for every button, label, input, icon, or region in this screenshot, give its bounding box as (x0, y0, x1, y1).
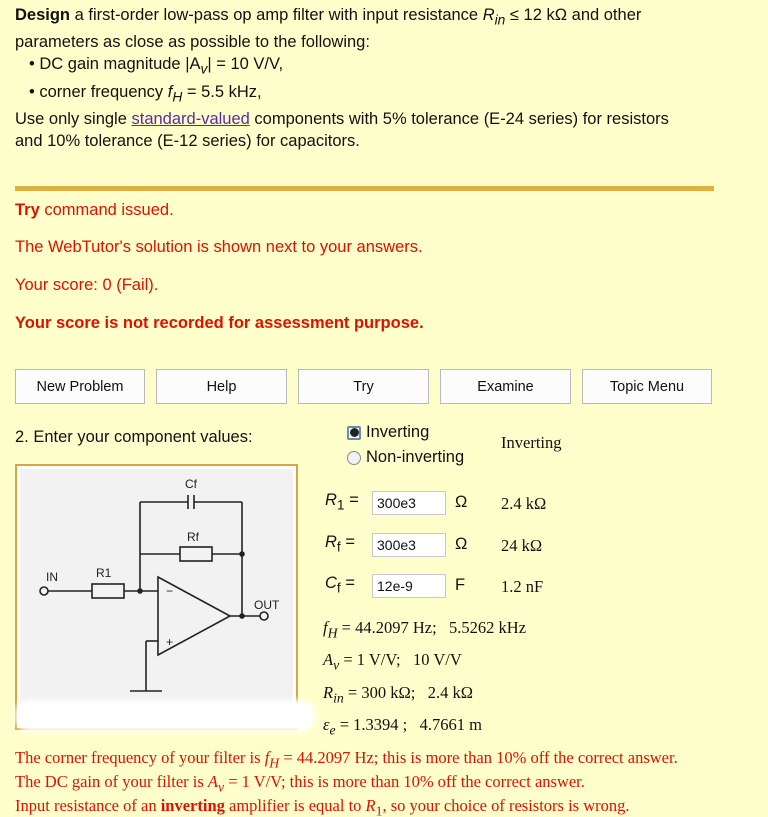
r1-eq: = (344, 491, 359, 509)
circuit-diagram (15, 464, 298, 730)
corner-freq-pre: • corner frequency (29, 82, 168, 101)
spec-dc-gain (15, 53, 755, 80)
fh-correct: 5.5262 kHz (449, 618, 527, 637)
redacted-area (15, 700, 315, 732)
rin-result-symbol: R (323, 683, 334, 702)
av-symbol: A (323, 650, 334, 669)
try-rest: command issued. (39, 201, 174, 219)
cf-input[interactable] (372, 574, 446, 598)
rf-answer: 24 kΩ (501, 536, 543, 555)
err-yours: = 1.3394 ; (335, 715, 408, 734)
radio-inverting-button[interactable] (347, 426, 361, 440)
rf-resistor-icon (180, 547, 212, 561)
cf-field-label (325, 574, 355, 595)
radio-inverting-label: Inverting (366, 423, 430, 441)
fh-yours: = 44.2097 Hz; (337, 618, 437, 637)
rin-result-sub: in (333, 690, 344, 706)
r1-unit: Ω (455, 493, 468, 511)
result-rin (323, 683, 473, 706)
err-symbol: ε (323, 715, 330, 734)
fb2-post: = 1 V/V; this is more than 10% off the correct answer. (224, 772, 585, 791)
dc-gain-pre: • DC gain magnitude |A (29, 55, 201, 74)
cf-sub: f (336, 580, 341, 596)
cf-unit: F (455, 576, 466, 594)
r1-answer: 2.4 kΩ (501, 494, 547, 513)
rf-input[interactable] (372, 533, 446, 557)
fb3-sub: 1 (375, 803, 383, 817)
examine-button[interactable]: Examine (440, 369, 571, 404)
fb2-sub: v (218, 779, 225, 795)
minus-terminal: − (166, 584, 174, 598)
feedback-gain (15, 772, 585, 795)
err-sub: e (329, 722, 336, 738)
rf-sub: f (336, 539, 341, 555)
dc-gain-post: | = 10 V/V, (207, 55, 284, 74)
cf-label: Cf (185, 477, 197, 491)
radio-noninverting-label: Non-inverting (366, 448, 465, 466)
fb3-symbol: R (365, 796, 376, 815)
corner-freq-post: = 5.5 kHz, (182, 82, 262, 101)
solution-type: Inverting (501, 433, 562, 452)
intro-text: a first-order low-pass op amp filter with input resistance (70, 6, 483, 24)
rin-symbol: R (482, 6, 495, 24)
result-error (323, 715, 482, 738)
fb1-symbol: f (264, 748, 270, 767)
r1-resistor-icon (92, 584, 124, 598)
rin-correct: 2.4 kΩ (427, 683, 473, 702)
line5-pre: Use only single (15, 109, 132, 128)
topic-menu-button[interactable]: Topic Menu (582, 369, 712, 404)
plus-terminal: + (166, 635, 174, 649)
try-keyword: Try (15, 201, 40, 219)
new-problem-button[interactable]: New Problem (15, 369, 145, 404)
r1-symbol: R (325, 491, 337, 509)
fb2-pre: The DC gain of your filter is (15, 772, 208, 791)
r1-label: R1 (96, 566, 112, 580)
problem-line-5 (15, 108, 755, 130)
radio-noninverting-button[interactable] (347, 451, 361, 465)
out-label: OUT (254, 598, 280, 612)
divider-rule (15, 186, 714, 191)
try-message (15, 201, 174, 220)
try-button[interactable]: Try (298, 369, 429, 404)
av-yours: = 1 V/V; (339, 650, 401, 669)
cf-eq: = (340, 574, 355, 592)
fb3-mid: amplifier is equal to (224, 796, 366, 815)
design-keyword: Design (15, 6, 71, 24)
problem-line-2: parameters as close as possible to the following: (15, 33, 370, 52)
fh-sub: H (327, 625, 338, 641)
r1-sub: 1 (336, 497, 345, 513)
spec-corner-frequency (15, 81, 755, 108)
fb1-post: = 44.2097 Hz; this is more than 10% off the correct answer. (279, 748, 678, 767)
corner-freq-sub: H (172, 88, 183, 104)
fb3-pre: Input resistance of an (15, 796, 161, 815)
corner-freq-symbol: f (167, 82, 173, 101)
rf-label: Rf (187, 530, 199, 544)
circuit-panel (20, 469, 293, 725)
rf-unit: Ω (455, 535, 468, 553)
problem-line-6: and 10% tolerance (E-12 series) for capacitors. (15, 131, 360, 150)
not-recorded-message (15, 314, 424, 333)
rf-symbol: R (325, 533, 337, 551)
enter-component-label: 2. Enter your component values: (15, 428, 253, 446)
standard-valued-link[interactable]: standard-valued (131, 109, 250, 128)
fb1-sub: H (269, 755, 280, 771)
fb3-bold: inverting (160, 796, 225, 815)
in-label: IN (46, 570, 58, 584)
err-correct: 4.7661 m (419, 715, 482, 734)
cf-symbol: C (325, 574, 337, 592)
circuit-schematic (20, 469, 293, 725)
radio-inverting[interactable] (347, 423, 429, 442)
fb3-post: , so your choice of resistors is wrong. (382, 796, 630, 815)
solution-message: The WebTutor's solution is shown next to your answers. (15, 238, 423, 256)
fb2-symbol: A (207, 772, 219, 791)
av-sub: v (333, 657, 340, 673)
rf-field-label (325, 533, 355, 554)
output-terminal-icon (260, 612, 268, 620)
rin-yours: = 300 kΩ; (343, 683, 416, 702)
problem-statement (15, 4, 755, 152)
input-terminal-icon (40, 587, 48, 595)
fh-symbol: f (323, 618, 328, 637)
r1-input[interactable] (372, 491, 446, 515)
dc-gain-sub: v (200, 61, 208, 77)
rf-eq: = (340, 533, 355, 551)
cf-answer: 1.2 nF (501, 577, 544, 596)
not-recorded-text: Your score is not recorded for assessment purpose. (15, 314, 424, 332)
score-message: Your score: 0 (Fail). (15, 276, 159, 294)
feedback-input-resistance (15, 796, 630, 817)
result-fh (323, 618, 526, 641)
rin-subscript: in (494, 12, 506, 28)
r1-field-label (325, 491, 359, 512)
feedback-frequency (15, 748, 678, 771)
fb1-pre: The corner frequency of your filter is (15, 748, 265, 767)
line5-post: components with 5% tolerance (E-24 series) for resistors (249, 109, 669, 128)
av-correct: 10 V/V (413, 650, 462, 669)
problem-line-1 (15, 4, 755, 31)
rin-constraint: ≤ 12 kΩ and other (505, 6, 642, 24)
radio-noninverting[interactable] (347, 448, 464, 467)
result-av (323, 650, 462, 673)
help-button[interactable]: Help (156, 369, 287, 404)
